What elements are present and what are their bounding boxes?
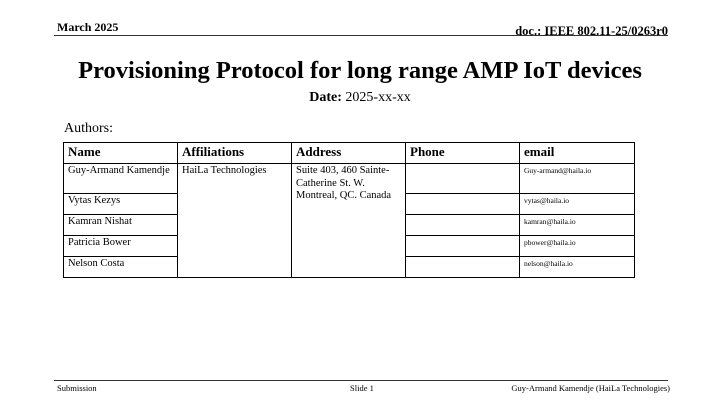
column-header-email: email [520, 143, 635, 164]
header-divider [54, 35, 668, 36]
table-header-row [64, 143, 635, 164]
footer-slide-number: Slide 1 [350, 383, 374, 393]
author-name: Vytas Kezys [64, 194, 178, 215]
footer-submission: Submission [57, 383, 97, 393]
author-email: Guy-armand@haila.io [520, 164, 635, 194]
author-email: nelson@haila.io [520, 257, 635, 278]
column-header-affiliations: Affiliations [178, 143, 292, 164]
author-name: Patricia Bower [64, 236, 178, 257]
slide-title: Provisioning Protocol for long range AMP IoT devices [78, 57, 642, 84]
author-name: Nelson Costa [64, 257, 178, 278]
footer-author: Guy-Armand Kamendje (HaiLa Technologies) [511, 383, 670, 393]
authors-table [63, 142, 635, 278]
author-name: Guy-Armand Kamendje [64, 164, 178, 194]
author-name: Kamran Nishat [64, 215, 178, 236]
table-row [64, 164, 635, 194]
author-email: pbower@haila.io [520, 236, 635, 257]
author-address: Suite 403, 460 Sainte-Catherine St. W. Montreal, QC. Canada [292, 164, 406, 278]
date-value: 2025-xx-xx [341, 90, 411, 105]
column-header-name: Name [64, 143, 178, 164]
author-email: kamran@haila.io [520, 215, 635, 236]
date-line [0, 90, 720, 106]
column-header-address: Address [292, 143, 406, 164]
author-email: vytas@haila.io [520, 194, 635, 215]
author-phone [406, 194, 520, 215]
author-phone [406, 215, 520, 236]
authors-label: Authors: [64, 121, 113, 136]
author-phone [406, 236, 520, 257]
header-date: March 2025 [57, 20, 119, 34]
date-label: Date: [309, 90, 342, 105]
author-phone [406, 164, 520, 194]
header-doc-id: doc.: IEEE 802.11-25/0263r0 [515, 24, 668, 38]
footer-divider [54, 380, 668, 381]
column-header-phone: Phone [406, 143, 520, 164]
author-phone [406, 257, 520, 278]
author-affiliation: HaiLa Technologies [178, 164, 292, 278]
